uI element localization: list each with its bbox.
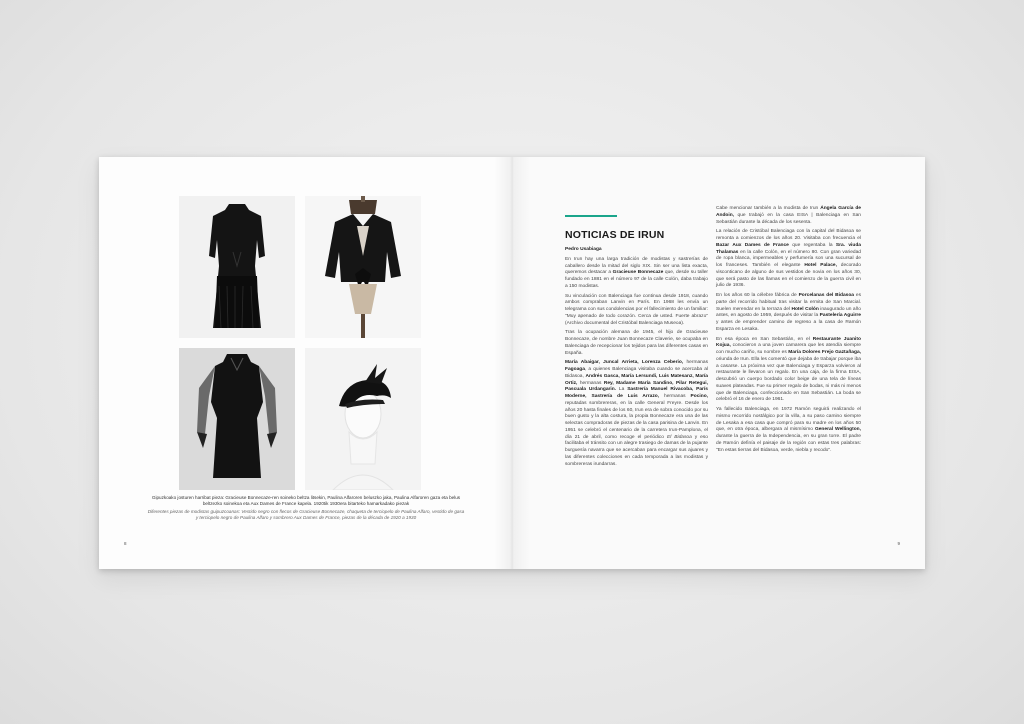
caption-spanish: Diferentes piezas de modistas guipuzcoanas: Vestido negro con flecos de Gracieuse Bonnecaze, chaqueta de terciopelo de Paulina Alfaro, vestido de gasa y terciopelo negro de Paulina Alfaro y sombrero Aux Dames de France, piezas de la década de 1920 a 1930 [147, 508, 465, 521]
paragraph: Tras la ocupación alemana de 1945, el hijo de Gracieuse Bonnecaze, de nombre Juan Bonnecaze Claverie, se ocupaba en Balenciaga de recepcionar los tejidos para las diferentes casas en España. [565, 330, 708, 356]
black-fringed-dress-photo [179, 196, 295, 338]
paragraph: En los años 60 la célebre fábrica de Porcelanas del Bidasoa es parte del recorrido habitual tras visitar la ermita de San Marcial. Suelen merendar en la terraza del Hotel Colón inaugurado un año antes, en agosto de 1959, después de visitar la Pastelería Aguirre y antes de emprender camino de regreso a la casa de Ramón Esparza en Lesaka. [716, 293, 862, 332]
paragraph: Cabe mencionar también a la modista de Irun Ángela García de Andoin, que trabajó en la casa EISA | Balenciaga en San Sebastián durante la década de los sesenta. [716, 206, 861, 225]
open-book-spread [99, 157, 925, 569]
page-number-left: 8 [124, 541, 127, 546]
paragraph: En Irun hay una larga tradición de modistas y sastrerías de caballero desde la mitad del siglo XIX. Sin ser una lista exacta, queremos destacar a Gracieuse Bonnecaze que, desde su taller fundado en 1881 en el número 97 de la calle Colón, daba trabajo a 150 modistas. [565, 256, 708, 289]
caption-main: Gipuzkoako josturen harribat pieza: Gracieuse Bonnecaze-ren soineko beltza litsekin, Paulina Alfaroren beluszko jaka, Paulina Alfaroren gaza eta belus beltzezko soinekoa eta Aux Dames de France kapela. 1920tik 1930era bitarteko hamarkadako piezak [151, 495, 461, 507]
black-gauze-dress-photo [179, 348, 295, 490]
text-column-2 [716, 206, 861, 457]
text-column-1 [565, 247, 708, 471]
paragraph: En esa época en San Sebastián, en el Restaurante Juanito Kojua, conocieron a una joven camarera que les atendía siempre con mucho cariño, su nombre es María Dolores Frejo Gaztañaga, oriunda de Irun. Ella les comentó que dejaba de trabajar porque iba a casarse. La próxima vez que Balenciaga y Esparza volvieron al restaurante le llevaron un regalo. En una caja, de la firma EISA, descubrió un cuerpo bordado color beige de una tela de líneas suaves plateadas. Fue su primer regalo de bodas, ni más ni menos que de Balenciaga, confeccionado en San Sebastián. La boda se celebró el 16 de enero de 1961. [716, 336, 861, 403]
page-number-right: 9 [897, 541, 900, 546]
paragraph: Ya fallecido Balenciaga, en 1972 Ramón seguirá realizando el mismo recorrido nostálgico por la villa, a su paso camino siempre de Lesaka a esa casa que compró para su madre en los años 50 que, en otra época, albergara al mismísimo General Wellington, durante la guerra de la Independencia, en su gran torre. El padre de Ramón definía el paisaje de la región con estas tres palabras: "En estas tierras del Bidasoa, verde, niebla y recodo". [716, 407, 861, 453]
paragraph: María Abaigar, Juncal Arrieta, Lorenza Ceberio, hermanas Fagoaga, a quienes Balenciaga visitaba cuando se acercaba al Bidasoa, Andrés Gasca, María Lersundi, Luis Matesanz, María Ortiz, hermanas Rey, Madame María Sandino, Pilar Retegui, Pascuala Urdangarin. La Sastrería Manuel Rivacoba, París Moderne, Sastrería de Luis Arrazo, hermanas Pocino, reputadas sombrereras, en la calle General Freyre. Desde los años 20 hasta finales de los 60, Irun era de sobra conocido por su buen gusto y la alta costura, la propia Bonnecaze era una de las selectas compradoras de piezas de la casa parisina de Lanvin. En 1951 se celebró el centenario de la carretera Irun-Pamplona, el día 21 de abril, como recoge el periódico El Bidasoa y eso facilitaba el tránsito con un alegre trasiego de damas de la pujante burguesía navarra que se acercaban para encargar sus ajuares y las diferentes colecciones en cada temporada a las modistas y sombrereras irundarras. [565, 360, 709, 467]
photo-caption [146, 495, 466, 522]
article-title: NOTICIAS DE IRUN [565, 229, 665, 241]
velvet-jacket-on-mannequin-photo [305, 196, 421, 338]
right-page [512, 157, 925, 569]
paragraph: Su vinculación con Balenciaga fue continua desde 1918, cuando ambos compraban Lanvin en París. En 1968 les envía un telegrama con sus condolencias por el fallecimiento de un familiar: "Muy apenado de todo corazón. Cerca de usted. Fuerte abrazo" (Archivo documental del Cristóbal Balenciaga Museoa). [565, 293, 708, 326]
left-page [99, 157, 512, 569]
black-hat-on-mannequin-head-photo [305, 348, 421, 490]
paragraph: La relación de Cristóbal Balenciaga con la capital del Bidasoa se remonta a comienzos de los años 20. Visitaba con frecuencia el Bazar Aux Dames de France que regentaba la Sra. viuda Thalamas en la calle Colón, en el número 80. Con gran variedad de ropa blanca, impermeables y perfumería son una sucursal de los franceses. También el elegante Hotel Palace, decorado visconticano de alguno de sus vestidos de novia en los años 30, que será pasto de las llamas en el comienzo de la guerra civil en julio de 1936. [716, 229, 862, 289]
accent-rule [565, 215, 617, 217]
article-author: Pedro Usabiaga [565, 247, 602, 252]
